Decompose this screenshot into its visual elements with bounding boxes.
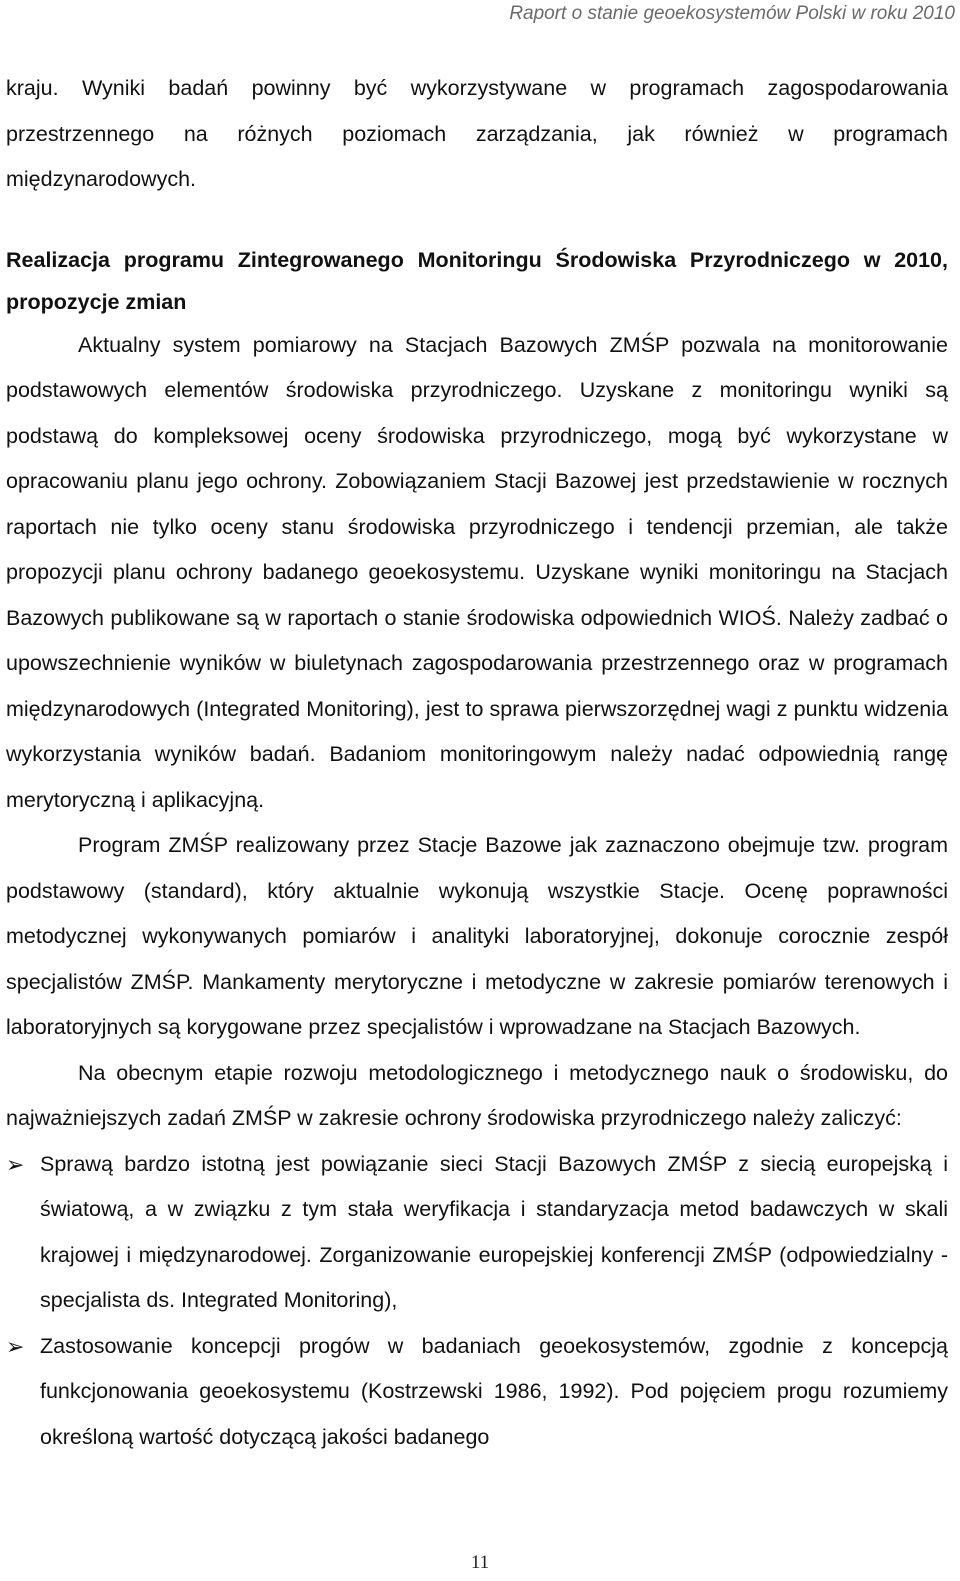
- paragraph-spacer: [6, 203, 948, 239]
- list-item: [6, 1324, 948, 1461]
- list-item-text: Sprawą bardzo istotną jest powiązanie sieci Stacji Bazowych ZMŚP z siecią europejską i światową, a w związku z tym stała weryfikacja i standaryzacja metod badawczych w skali krajowej i międzynarodowej. Zorganizowanie europejskiej konferencji ZMŚP (odpowiedzialny - specjalista ds. Integrated Monitoring),: [40, 1151, 948, 1312]
- list-item: [6, 1142, 948, 1324]
- body-paragraph-1: Aktualny system pomiarowy na Stacjach Bazowych ZMŚP pozwala na monitorowanie podstawowych elementów środowiska przyrodniczego. Uzyskane z monitoringu wyniki są podstawą do kompleksowej oceny środowiska przyrodniczego, mogą być wykorzystane w opracowaniu planu jego ochrony. Zobowiązaniem Stacji Bazowej jest przedstawienie w rocznych raportach nie tylko oceny stanu środowiska przyrodniczego i tendencji przemian, ale także propozycji planu ochrony badanego geoekosystemu. Uzyskane wyniki monitoringu na Stacjach Bazowych publikowane są w raportach o stanie środowiska odpowiednich WIOŚ. Należy zadbać o upowszechnienie wyników w biuletynach zagospodarowania przestrzennego oraz w programach międzynarodowych (Integrated Monitoring), jest to sprawa pierwszorzędnej wagi z punktu widzenia wykorzystania wyników badań. Badaniom monitoringowym należy nadać odpowiednią rangę merytoryczną i aplikacyjną.: [6, 332, 948, 812]
- intro-paragraph: kraju. Wyniki badań powinny być wykorzystywane w programach zagospodarowania przestrzennego na różnych poziomach zarządzania, jak również w programach międzynarodowych.: [6, 76, 948, 191]
- body-paragraph-2: Program ZMŚP realizowany przez Stacje Bazowe jak zaznaczono obejmuje tzw. program podstawowy (standard), który aktualnie wykonują wszystkie Stacje. Ocenę poprawności metodycznej wykonywanych pomiarów i analityki laboratoryjnej, dokonuje corocznie zespół specjalistów ZMŚP. Mankamenty merytoryczne i metodyczne w zakresie pomiarów terenowych i laboratoryjnych są korygowane przez specjalistów i wprowadzane na Stacjach Bazowych.: [6, 833, 948, 1039]
- arrow-bullet-icon: ➢: [6, 1333, 25, 1359]
- page-number: 11: [470, 1552, 490, 1573]
- list-item-text: Zastosowanie koncepcji progów w badaniach geoekosystemów, zgodnie z koncepcją funkcjonowania geoekosystemu (Kostrzewski 1986, 1992). Pod pojęciem progu rozumiemy określoną wartość dotyczącą jakości badanego: [40, 1333, 948, 1449]
- section-heading: Realizacja programu Zintegrowanego Monitoringu Środowiska Przyrodniczego w 2010, propozycje zmian: [6, 247, 948, 314]
- document-body: [6, 66, 948, 1460]
- body-paragraph-3: Na obecnym etapie rozwoju metodologicznego i metodycznego nauk o środowisku, do najważniejszych zadań ZMŚP w zakresie ochrony środowiska przyrodniczego należy zaliczyć:: [6, 1060, 948, 1130]
- arrow-bullet-icon: ➢: [6, 1151, 25, 1177]
- task-list: [6, 1142, 948, 1461]
- running-header: Raport o stanie geoekosystemów Polski w roku 2010: [509, 3, 955, 24]
